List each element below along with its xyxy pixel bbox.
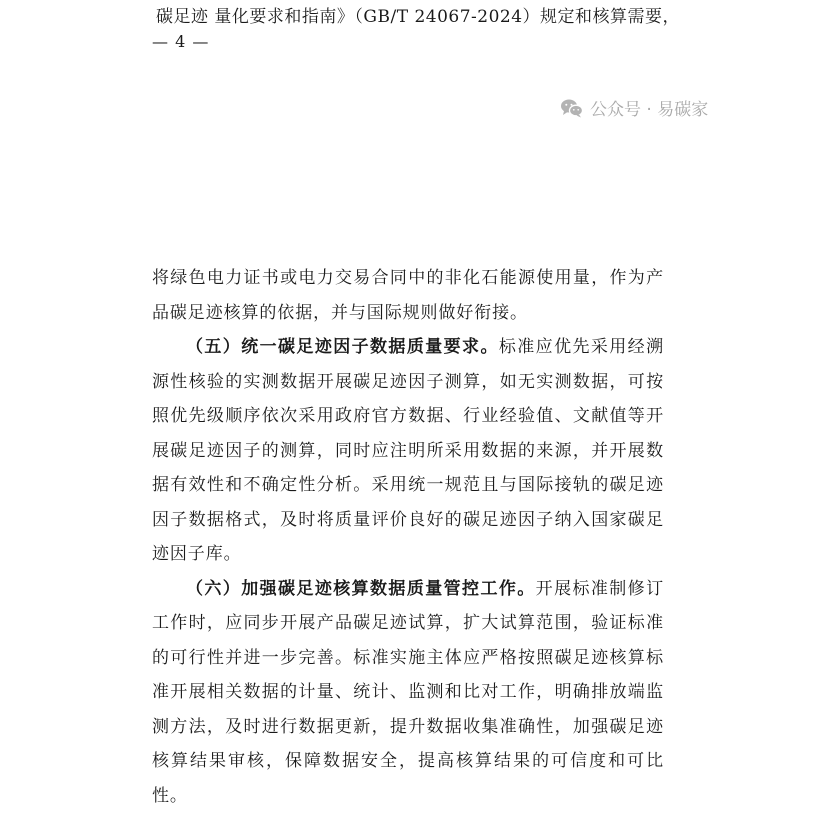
- previous-page-last-line: 碳足迹 量化要求和指南》（GB/T 24067-2024）规定和核算需要，: [156, 2, 680, 27]
- document-body: [152, 261, 664, 813]
- section-heading: （五）统一碳足迹因子数据质量要求。: [186, 337, 499, 357]
- watermark: [560, 95, 708, 120]
- page-number: — 4 —: [152, 32, 209, 51]
- paragraph-continuation: [152, 261, 664, 330]
- watermark-text: 公众号 · 易碳家: [590, 95, 708, 120]
- paragraph-section-5: [152, 330, 664, 572]
- paragraph-text: 将绿色电力证书或电力交易合同中的非化石能源使用量，作为产品碳足迹核算的依据，并与国际规则做好衔接。: [152, 268, 664, 323]
- wechat-icon: [560, 98, 584, 118]
- paragraph-text: 开展标准制修订工作时，应同步开展产品碳足迹试算，扩大试算范围，验证标准的可行性并进一步完善。标准实施主体应严格按照碳足迹核算标准开展相关数据的计量、统计、监测和比对工作，明确排放端监测方法，及时进行数据更新，提升数据收集准确性，加强碳足迹核算结果审核，保障数据安全，提高核算结果的可信度和可比性。: [152, 579, 664, 806]
- paragraph-section-6: [152, 572, 664, 813]
- section-heading: （六）加强碳足迹核算数据质量管控工作。: [186, 579, 536, 599]
- paragraph-text: 标准应优先采用经溯源性核验的实测数据开展碳足迹因子测算，如无实测数据，可按照优先级顺序依次采用政府官方数据、行业经验值、文献值等开展碳足迹因子的测算，同时应注明所采用数据的来源，并开展数据有效性和不确定性分析。采用统一规范且与国际接轨的碳足迹因子数据格式，及时将质量评价良好的碳足迹因子纳入国家碳足迹因子库。: [152, 337, 664, 564]
